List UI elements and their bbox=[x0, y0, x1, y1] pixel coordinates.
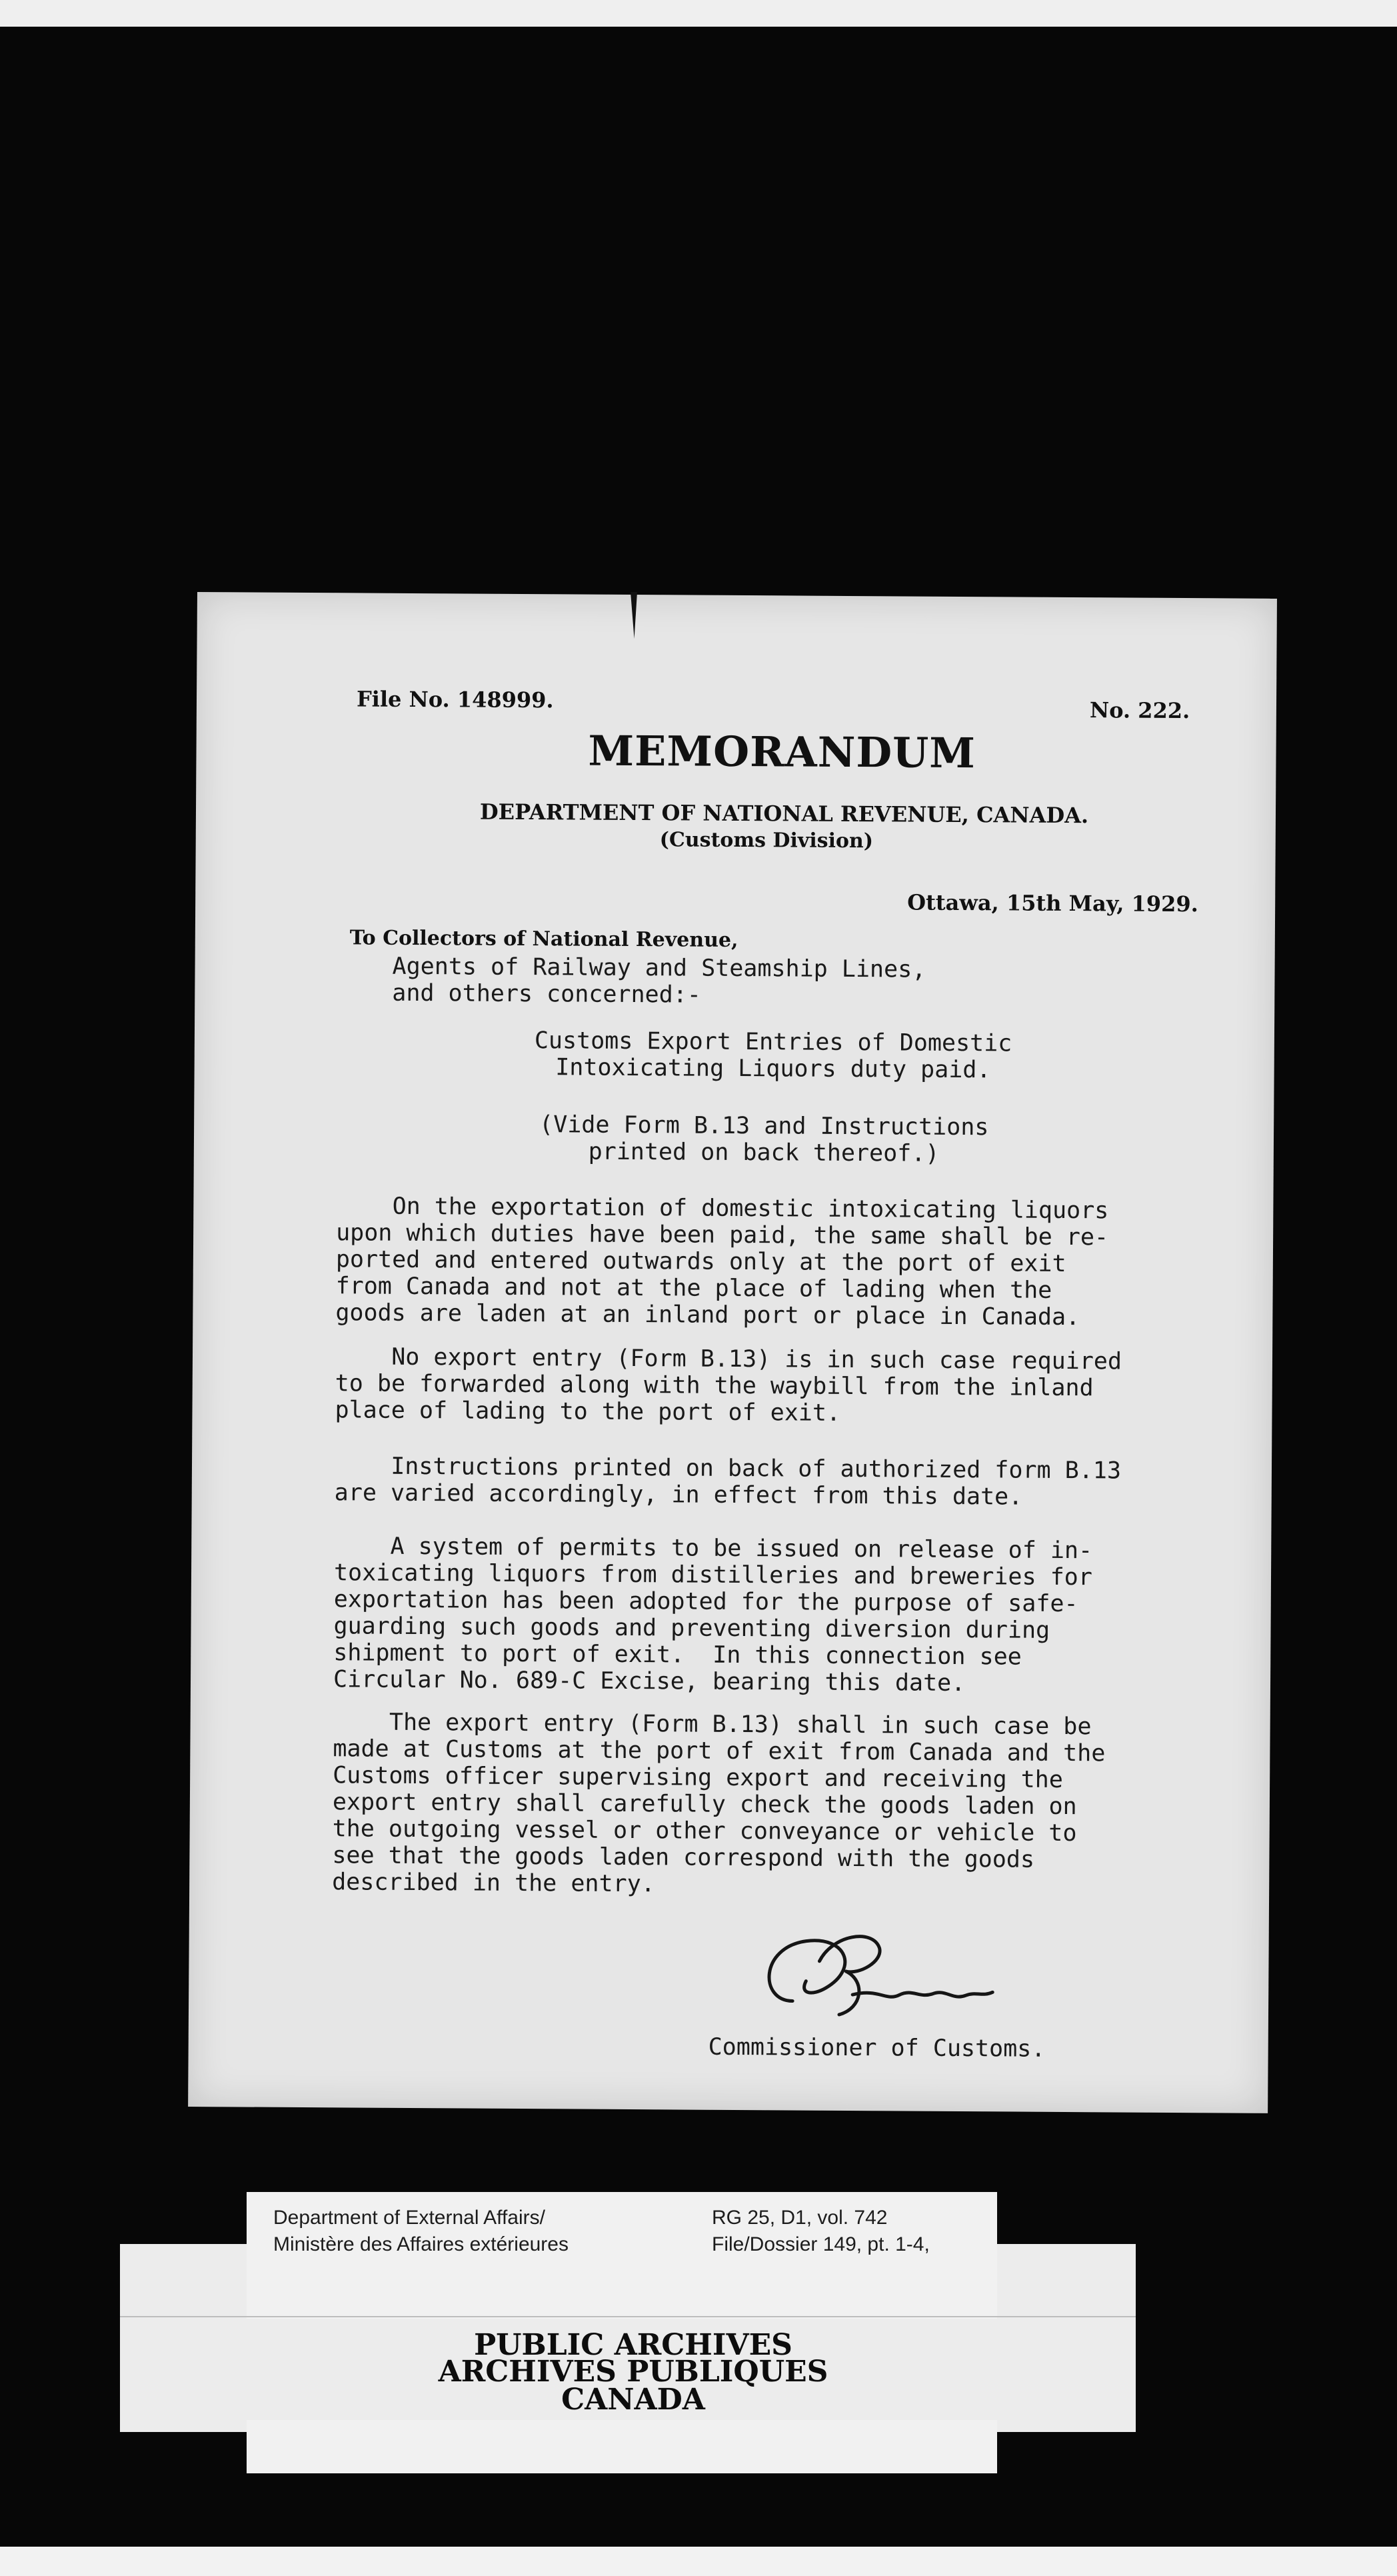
archive-label-lower-strip bbox=[247, 2420, 997, 2473]
top-film-edge bbox=[0, 0, 1397, 27]
body-paragraph: The export entry (Form B.13) shall in such case be made at Customs at the port of exit from Canada and the Customs officer supervising export and receiving the export entry shall carefully check the goods laden on the outgoing vessel or other conveyance or vehicle to see that the goods laden correspond with the goods described in the entry. bbox=[332, 1709, 1106, 1898]
department-heading: DEPARTMENT OF NATIONAL REVENUE, CANADA. bbox=[479, 799, 1089, 829]
archive-label-divider bbox=[120, 2316, 1136, 2317]
archive-name-english: PUBLIC ARCHIVES bbox=[474, 2328, 792, 2362]
archive-record-group: RG 25, D1, vol. 742 bbox=[712, 2207, 888, 2229]
handwritten-signature bbox=[746, 1921, 1013, 2029]
reference-note: (Vide Form B.13 and Instructions printed on back thereof.) bbox=[539, 1111, 989, 1167]
subject-line: Customs Export Entries of Domestic Intoxicating Liquors duty paid. bbox=[534, 1027, 1012, 1084]
memo-title: MEMORANDUM bbox=[588, 726, 976, 778]
archive-name-french: ARCHIVES PUBLIQUES bbox=[438, 2355, 828, 2389]
memo-number: No. 222. bbox=[1089, 697, 1190, 724]
signature-title: Commissioner of Customs. bbox=[708, 2033, 1046, 2063]
body-paragraph: A system of permits to be issued on release of in- toxicating liquors from distilleries and breweries for exportation has been adopted for the purpose of safe- guarding such goods and preventing diversion during shipment to port of exit. In this connection see Circular No. 689-C Excise, bearing this date. bbox=[333, 1533, 1093, 1697]
body-paragraph: No export entry (Form B.13) is in such case required to be forwarded along with the waybill from the inland place of lading to the port of exit. bbox=[335, 1343, 1122, 1427]
archive-dept-english: Department of External Affairs/ bbox=[273, 2207, 545, 2229]
paper-tear-mark bbox=[631, 592, 637, 639]
addressee-line: To Collectors of National Revenue, bbox=[349, 926, 738, 952]
archive-file-dossier: File/Dossier 149, pt. 1-4, bbox=[712, 2233, 930, 2255]
bottom-film-edge bbox=[0, 2547, 1397, 2576]
body-paragraph: On the exportation of domestic intoxicating liquors upon which duties have been paid, the same shall be re- ported and entered outwards only at the port of exit from Canada and not at the place of lading when the goods are laden at an inland port or place in Canada. bbox=[335, 1193, 1109, 1331]
date-line: Ottawa, 15th May, 1929. bbox=[907, 889, 1198, 917]
archive-dept-french: Ministère des Affaires extérieures bbox=[273, 2233, 569, 2255]
file-number: File No. 148999. bbox=[356, 686, 554, 713]
addressee-continuation: Agents of Railway and Steamship Lines, and others concerned:- bbox=[392, 953, 926, 1009]
archive-country: CANADA bbox=[561, 2383, 705, 2417]
body-paragraph: Instructions printed on back of authorized form B.13 are varied accordingly, in effect from this date. bbox=[334, 1453, 1122, 1511]
memorandum-page bbox=[188, 592, 1277, 2113]
division-heading: (Customs Division) bbox=[659, 828, 874, 853]
